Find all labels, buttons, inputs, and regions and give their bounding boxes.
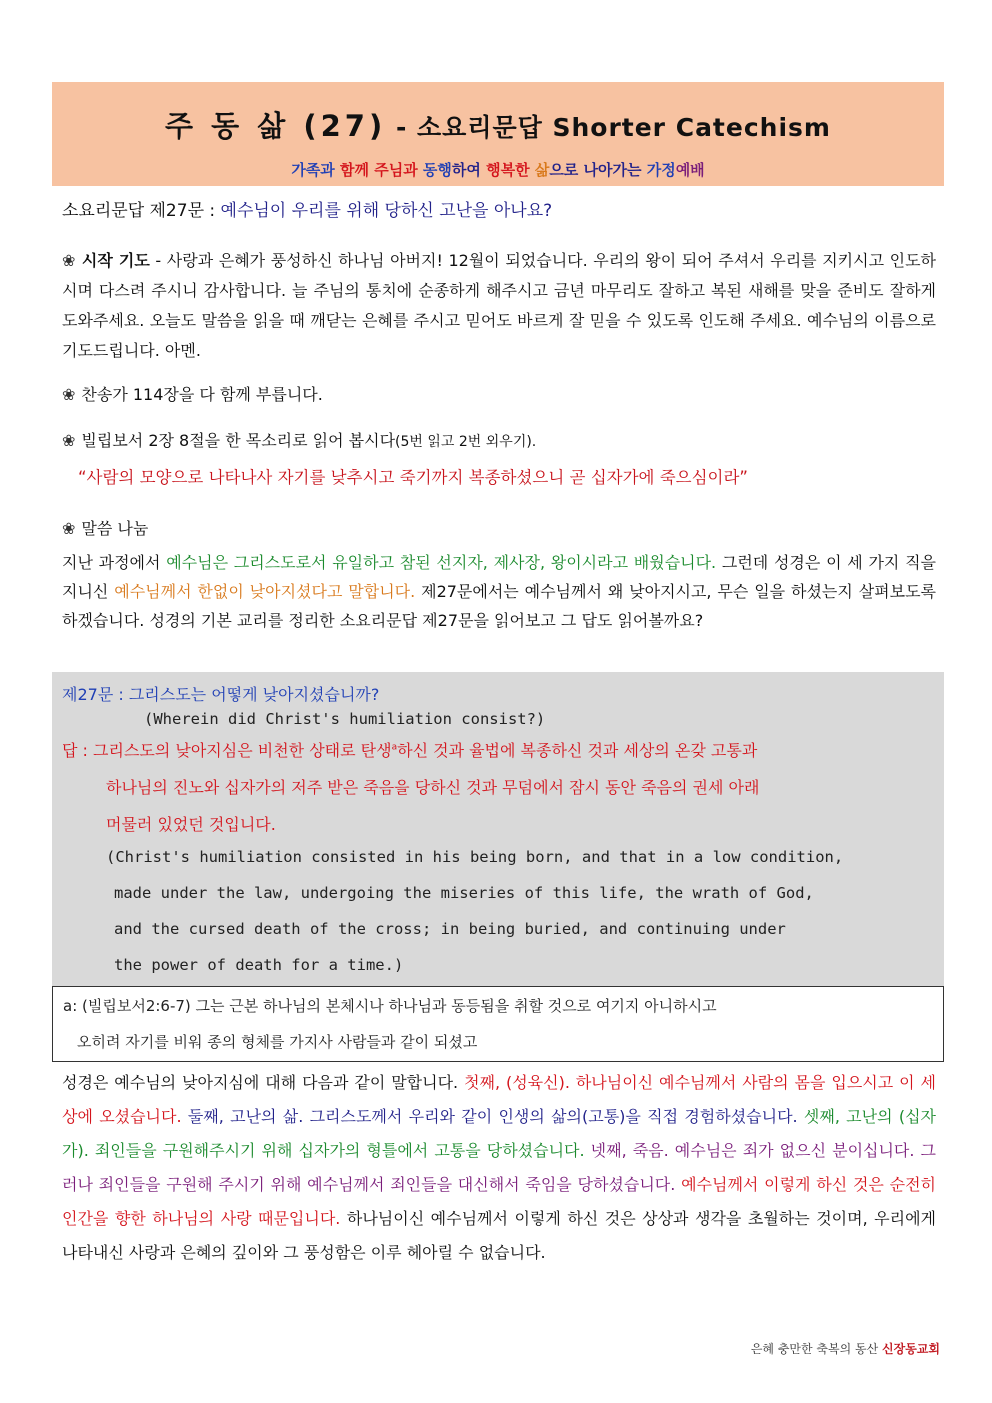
- header-banner: [52, 82, 944, 186]
- subtitle-segment: 가정: [646, 161, 676, 179]
- closing-paragraph: [62, 1066, 936, 1270]
- subtitle-segment: 삶: [534, 161, 550, 179]
- q27-english: (Wherein did Christ's humiliation consist?): [144, 710, 546, 728]
- bible-verse: “사람의 모양으로 나타나사 자기를 낮추시고 죽기까지 복종하셨으니 곧 십자가에 죽으심이라”: [78, 468, 748, 487]
- footnote-line-2: 오히려 자기를 비워 종의 형체를 가지사 사람들과 같이 되셨고: [77, 1033, 478, 1051]
- answer-english-2: made under the law, undergoing the miseries of this life, the wrath of God,: [114, 884, 814, 902]
- closing-segment: 넷째, 죽음. 예수님은 죄가 없으신 분이십니다. 그러나 죄인들을 구원해 주시기 위해 예수님께서 죄인들을 대신해서 죽임을 당하셨습니다.: [62, 1141, 937, 1194]
- flower-bullet-icon: ❀: [62, 431, 76, 450]
- closing-segment: 첫째, (성육신). 하나님이신 예수님께서 사람의 몸을 입으시고 이 세상에 오셨습니다.: [62, 1073, 936, 1126]
- reading-line: ❀ 빌립보서 2장 8절을 한 목소리로 읽어 봅시다(5번 읽고 2번 외우기).: [62, 431, 537, 450]
- subtitle-segment: 행복한: [486, 161, 535, 179]
- answer-line-1: 답 : 그리스도의 낮아지심은 비천한 상태로 탄생$^a$하신 것과 율법에 복종하신 것과 세상의 온갖 고통과: [62, 741, 758, 760]
- subtitle-segment: 가족과: [291, 161, 341, 179]
- subtitle-segment: 하여: [451, 161, 487, 179]
- church-footer: 은혜 충만한 축복의 동산 신장동교회: [750, 1342, 940, 1356]
- footnote-marker: a: [391, 742, 398, 753]
- flower-bullet-icon: ❀: [62, 251, 76, 270]
- catechism-question-heading: 소요리문답 제27문 : 예수님이 우리를 위해 당하신 고난을 아나요?: [62, 201, 553, 221]
- flower-bullet-icon: ❀: [62, 385, 76, 404]
- answer-english-4: the power of death for a time.): [114, 956, 404, 974]
- subtitle-segment: 주님과: [374, 161, 423, 179]
- answer-line-2: 하나님의 진노와 십자가의 저주 받은 죽음을 당하신 것과 무덤에서 잠시 동안 죽음의 권세 아래: [106, 778, 760, 797]
- sharing-segment: 지난 과정에서: [62, 553, 167, 572]
- sharing-segment: 그런데 성경은 이 세 가지 직을 지니신: [62, 553, 936, 601]
- answer-english-1: (Christ's humiliation consisted in his being born, and that in a low condition,: [106, 848, 844, 866]
- subtitle-segment: 동행: [422, 161, 452, 179]
- opening-prayer: ❀ 시작 기도 - 사랑과 은혜가 풍성하신 하나님 아버지! 12월이 되었습니다. 우리의 왕이 되어 주셔서 우리를 지키시고 인도하시며 다스려 주시니 감사합니다. 늘 주님의 통치에 순종하게 해주시고 금년 마무리도 잘하고 복된 새해를 맞을 준비도 잘하게 도와주세요. 오늘도 말씀을 읽을 때 깨닫는 은혜를 주시고 믿어도 바르게 잘 믿을 수 있도록 인도해 주세요. 예수님의 이름으로 기도드립니다. 아멘.: [62, 251, 936, 360]
- closing-segment: 성경은 예수님의 낮아지심에 대해 다음과 같이 말합니다.: [62, 1073, 465, 1092]
- closing-segment: 하나님이신 예수님께서 이렇게 하신 것은 상상과 생각을 초월하는 것이며, 우리에게 나타내신 사랑과 은혜의 깊이와 그 풍성함은 이루 헤아릴 수 없습니다.: [62, 1209, 936, 1262]
- page-title: 주 동 삶 (27) - 소요리문답 Shorter Catechism: [165, 109, 831, 143]
- footnote-line-1: a: (빌립보서2:6-7) 그는 근본 하나님의 본체시나 하나님과 동등됨을 취할 것으로 여기지 아니하시고: [63, 997, 717, 1015]
- subtitle-segment: 예배: [675, 161, 705, 179]
- subtitle-segment: 함께: [340, 161, 375, 179]
- flower-bullet-icon: ❀: [62, 519, 76, 538]
- subtitle: [52, 159, 944, 180]
- answer-line-3: 머물러 있었던 것입니다.: [106, 815, 276, 834]
- catechism-answer-box: [52, 672, 944, 986]
- sharing-segment: 제27문에서는 예수님께서 왜 낮아지시고, 무슨 일을 하셨는지 살펴보도록 하겠습니다. 성경의 기본 교리를 정리한 소요리문답 제27문을 읽어보고 그 답도 읽어볼까요?: [62, 582, 936, 630]
- footnote-box: [52, 986, 944, 1062]
- sharing-segment: 예수님께서 한없이 낮아지셨다고 말합니다.: [114, 582, 416, 601]
- subtitle-segment: 으로 나아가는: [549, 161, 647, 179]
- answer-english-3: and the cursed death of the cross; in being buried, and continuing under: [114, 920, 786, 938]
- closing-segment: 예수님께서 이렇게 하신 것은 순전히 인간을 향한 하나님의 사랑 때문입니다.: [62, 1175, 936, 1228]
- sharing-segment: 예수님은 그리스도로서 유일하고 참된 선지자, 제사장, 왕이시라고 배웠습니다.: [166, 553, 717, 572]
- closing-segment: 셋째, 고난의 (십자가). 죄인들을 구원해주시기 위해 십자가의 형틀에서 고통을 당하셨습니다.: [62, 1107, 936, 1160]
- q27-line: 제27문 : 그리스도는 어떻게 낮아지셨습니까?: [62, 685, 380, 704]
- closing-segment: 둘째, 고난의 삶. 그리스도께서 우리와 같이 인생의 삶의(고통)을 직접 경험하셨습니다.: [181, 1107, 798, 1126]
- sharing-heading: ❀ 말씀 나눔: [62, 519, 149, 538]
- hymn-line: ❀ 찬송가 114장을 다 함께 부릅니다.: [62, 385, 323, 404]
- sharing-paragraph: [62, 548, 936, 635]
